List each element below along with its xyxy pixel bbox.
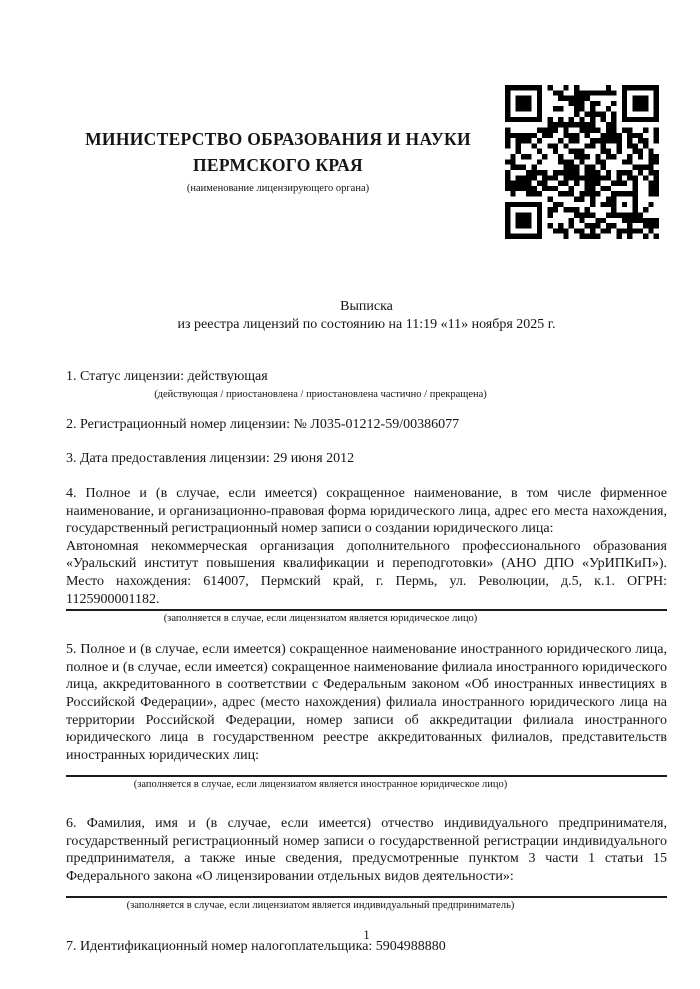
registration-number-text: 2. Регистрационный номер лицензии: № Л035-01212-59/00386077 bbox=[66, 416, 460, 432]
field-underline bbox=[66, 775, 667, 777]
ministry-name-line1: МИНИСТЕРСТВО ОБРАЗОВАНИЯ И НАУКИ bbox=[85, 129, 471, 149]
field-license-status bbox=[66, 368, 667, 401]
page-number: 1 bbox=[363, 927, 370, 942]
license-status-options-note: (действующая / приостановлена / приостановлена частично / прекращена) bbox=[154, 388, 487, 400]
field-underline bbox=[66, 896, 667, 898]
field-grant-date bbox=[66, 450, 667, 468]
foreign-entity-note: (заполняется в случае, если лицензиатом является иностранное юридическое лицо) bbox=[133, 779, 508, 791]
document-title-line2: из реестра лицензий по состоянию на 11:19 «11» ноября 2025 г. bbox=[177, 316, 556, 332]
legal-entity-value: Автономная некоммерческая организация дополнительного профессионального образования «Уральский институт повышения квалификации и переподготовки» (АНО ДПО «УрИПКиП»). Место нахождения: 614007, Пермский край, г. Пермь, ул. Революции, д.5, к.1. ОГРН: 1125900001182. bbox=[66, 538, 667, 607]
license-status-text: 1. Статус лицензии: действующая bbox=[66, 369, 268, 385]
taxpayer-number-text: 7. Идентификационный номер налогоплательщика: 5904988880 bbox=[66, 938, 446, 954]
legal-entity-note: (заполняется в случае, если лицензиатом является юридическое лицо) bbox=[163, 613, 478, 625]
legal-entity-label: 4. Полное и (в случае, если имеется) сокращенное наименование, в том числе фирменное наименование, и организационно-правовая форма юридического лица, адрес его места нахождения, государственный регистрационный номер записи о создании юридического лица: bbox=[66, 485, 667, 537]
document-title-line1: Выписка bbox=[340, 299, 393, 314]
document-title bbox=[66, 298, 667, 333]
licensing-authority-header bbox=[66, 126, 490, 195]
qr-code-icon bbox=[505, 85, 659, 239]
entrepreneur-note: (заполняется в случае, если лицензиатом является индивидуальный предприниматель) bbox=[126, 899, 515, 911]
ministry-name-line2: ПЕРМСКОГО КРАЯ bbox=[193, 155, 363, 175]
entrepreneur-label: 6. Фамилия, имя и (в случае, если имеется) отчество индивидуального предпринимателя, государственный регистрационный номер записи о государственной регистрации индивидуального предпринимателя, а также иные сведения, предусмотренные пунктом 3 части 1 статьи 15 Федерального закона «О лицензировании отдельных видов деятельности»: bbox=[66, 816, 667, 885]
foreign-entity-label: 5. Полное и (в случае, если имеется) сокращенное наименование иностранного юридического лица, полное и (в случае, если имеется) сокращенное наименование филиала иностранного юридического лица, аккредитованного в соответствии с Федеральным законом «Об иностранных инвестициях в Российской Федерации», адрес (место нахождения) филиала иностранного юридического лица на территории Российской Федерации, номер записи об аккредитации филиала иностранного юридического лица в государственном реестре аккредитованных филиалов, представительств иностранных юридических лиц: bbox=[66, 642, 667, 763]
field-foreign-entity bbox=[66, 641, 667, 791]
field-entrepreneur bbox=[66, 815, 667, 911]
grant-date-text: 3. Дата предоставления лицензии: 29 июня 2012 bbox=[66, 451, 355, 467]
authority-name-note: (наименование лицензирующего органа) bbox=[186, 183, 370, 194]
field-legal-entity bbox=[66, 485, 667, 625]
field-registration-number bbox=[66, 416, 667, 434]
document-body bbox=[66, 298, 667, 955]
field-underline bbox=[66, 609, 667, 611]
